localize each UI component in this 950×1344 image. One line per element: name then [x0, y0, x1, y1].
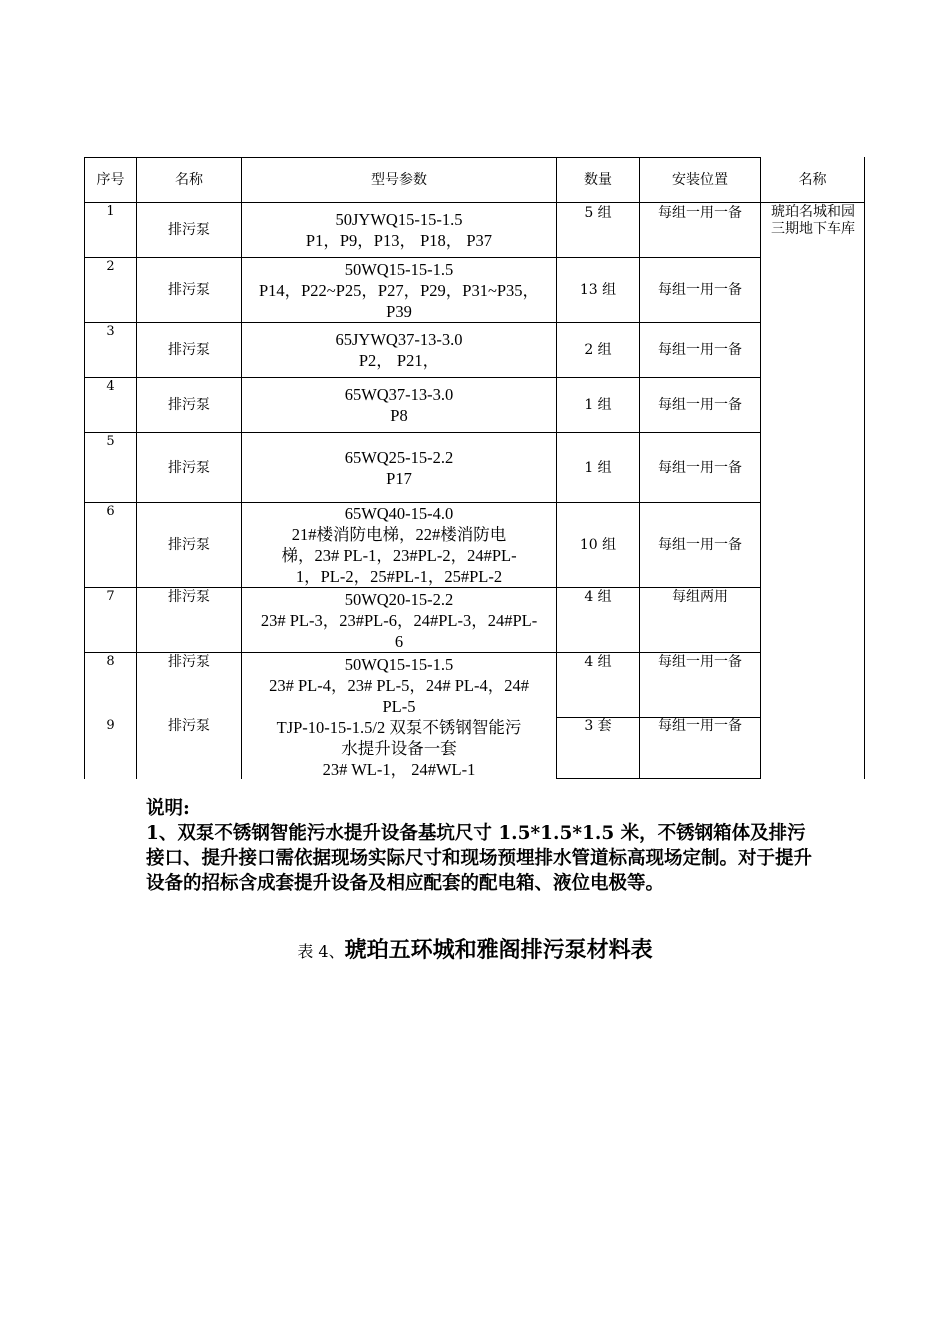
- model-line: 梯，23# PL-1，23#PL-2，24#PL-: [281, 546, 517, 565]
- row-seq: 5: [106, 434, 115, 449]
- header-seq: 序号: [96, 172, 125, 188]
- model-line: 65WQ40-15-4.0: [344, 504, 454, 523]
- row-qty: 3 套: [584, 718, 612, 734]
- row-name: 排污泵: [168, 718, 210, 734]
- row-name: 排污泵: [168, 397, 210, 413]
- row-location: 每组一用一备: [658, 537, 742, 553]
- model-line: 65WQ25-15-2.2: [344, 447, 454, 467]
- row-model: [242, 589, 556, 652]
- row-qty: 13 组: [579, 282, 617, 298]
- model-line: 6: [394, 632, 404, 651]
- grid-line: [864, 157, 865, 779]
- row-model: [242, 378, 556, 432]
- row-model: [242, 654, 556, 717]
- row-location: 每组一用一备: [658, 718, 742, 734]
- row-name: 排污泵: [168, 537, 210, 553]
- model-line: 50WQ15-15-1.5: [344, 259, 454, 279]
- model-line: 1，PL-2，25#PL-1，25#PL-2: [295, 567, 503, 586]
- row-seq: 9: [106, 718, 115, 733]
- row-name: 排污泵: [168, 222, 210, 238]
- model-line: P17: [386, 468, 412, 488]
- model-line: 65WQ37-13-3.0: [344, 385, 454, 404]
- row-name: 排污泵: [168, 459, 210, 476]
- model-line: P1，P9，P13， P18， P37: [305, 231, 493, 250]
- row-model: [242, 203, 556, 257]
- row-model: [242, 323, 556, 377]
- row-name: 排污泵: [168, 589, 210, 605]
- row-location: 每组一用一备: [658, 459, 742, 476]
- row-name: 排污泵: [168, 282, 210, 298]
- note-body: 1、双泵不锈钢智能污水提升设备基坑尺寸 1.5*1.5*1.5 米，不锈钢箱体及排污接口、提升接口需依据现场实际尺寸和现场预埋排水管道标高现场定制。对于提升设备的招标含成套提升设备及相应配套的配电箱、液位电极等。: [146, 823, 813, 894]
- grid-line: [556, 778, 761, 779]
- row-seq: 1: [106, 204, 115, 219]
- header-model: 型号参数: [371, 172, 427, 188]
- model-line: 21#楼消防电梯，22#楼消防电: [291, 525, 507, 544]
- model-line: 23# PL-3，23#PL-6，24#PL-3，24#PL-: [260, 611, 538, 630]
- model-line: TJP-10-15-1.5/2 双泵不锈钢智能污: [276, 718, 522, 737]
- row-model: [242, 258, 556, 322]
- model-line: 水提升设备一套: [341, 739, 457, 758]
- header-project: 名称: [798, 172, 827, 188]
- row-seq: 7: [106, 589, 115, 604]
- row-name: 排污泵: [168, 342, 210, 358]
- row-qty: 4 组: [584, 589, 612, 605]
- row-location: 每组一用一备: [658, 654, 742, 670]
- row-seq: 8: [106, 654, 115, 669]
- row-qty: 4 组: [584, 654, 612, 670]
- row-qty: 10 组: [579, 537, 617, 553]
- caption-prefix: 表 4、: [297, 942, 345, 961]
- row-qty: 1 组: [584, 397, 612, 413]
- row-model: [242, 433, 556, 502]
- model-line: P8: [390, 406, 408, 425]
- row-location: 每组一用一备: [658, 342, 742, 358]
- model-line: 50JYWQ15-15-1.5: [335, 210, 463, 229]
- row-seq: 2: [106, 259, 115, 274]
- row-qty: 5 组: [584, 205, 612, 221]
- header-location: 安装位置: [672, 172, 728, 188]
- model-line: P14，P22~P25，P27，P29，P31~P35，: [258, 280, 540, 300]
- row-seq: 6: [106, 504, 115, 519]
- model-line: P39: [386, 301, 412, 321]
- grid-line: [84, 157, 85, 779]
- row-location: 每组两用: [672, 589, 728, 605]
- row-seq: 4: [106, 379, 115, 394]
- project-name: 琥珀名城和园三期地下车库: [771, 204, 855, 237]
- model-line: P2， P21，: [358, 351, 440, 370]
- row-model: [242, 717, 556, 780]
- row-qty: 1 组: [584, 459, 612, 476]
- model-line: PL-5: [382, 697, 416, 716]
- model-line: 50WQ15-15-1.5: [344, 655, 454, 674]
- note-block: [146, 796, 816, 896]
- model-line: 23# WL-1， 24#WL-1: [322, 760, 476, 779]
- note-title: 说明:: [146, 798, 190, 819]
- row-qty: 2 组: [584, 342, 612, 358]
- row-location: 每组一用一备: [658, 397, 742, 413]
- grid-line: [760, 157, 761, 779]
- model-line: 50WQ20-15-2.2: [344, 590, 454, 609]
- caption-title: 琥珀五环城和雅阁排污泵材料表: [344, 937, 653, 963]
- model-line: 23# PL-4，23# PL-5，24# PL-4，24#: [269, 676, 529, 695]
- row-seq: 3: [106, 324, 115, 339]
- table-caption: [0, 933, 950, 964]
- row-name: 排污泵: [168, 654, 210, 670]
- model-line: 65JYWQ37-13-3.0: [335, 330, 463, 349]
- row-model: [242, 503, 556, 587]
- row-location: 每组一用一备: [658, 282, 742, 298]
- header-name: 名称: [175, 172, 203, 188]
- row-location: 每组一用一备: [658, 205, 742, 221]
- header-qty: 数量: [584, 172, 612, 188]
